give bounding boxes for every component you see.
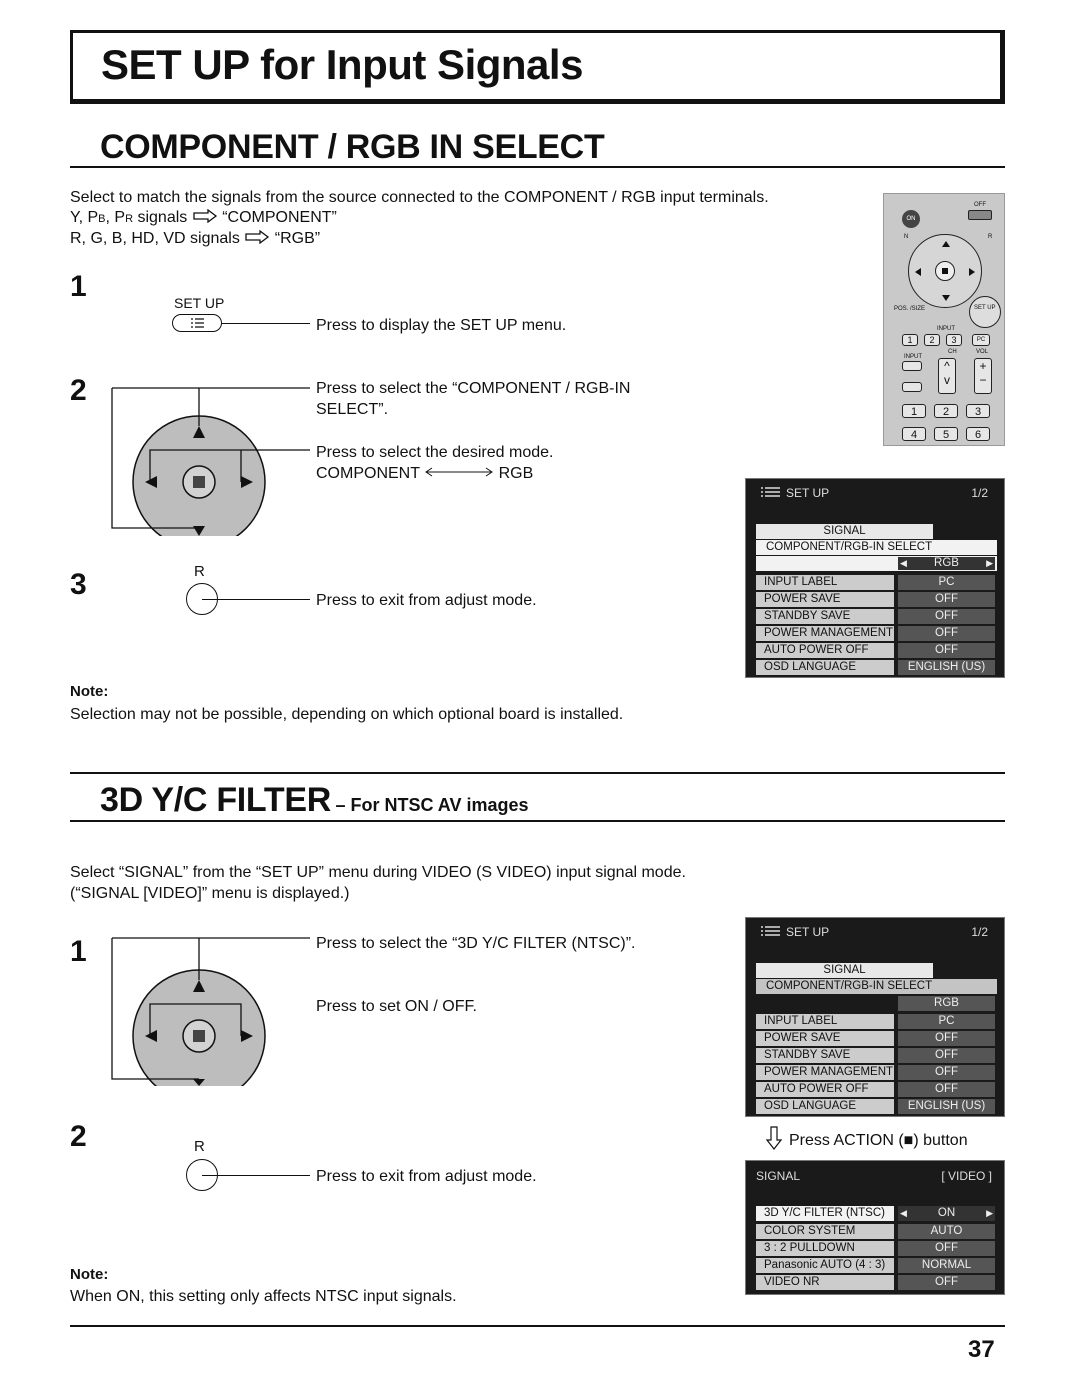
setup-menu-screen-2 — [745, 917, 1005, 1117]
menu-item-component-rgb[interactable]: COMPONENT/RGB-IN SELECT — [756, 979, 997, 994]
dpad-diagram-2[interactable] — [110, 936, 320, 1086]
dpad-diagram-1[interactable] — [110, 386, 320, 536]
s2-step2-number: 2 — [70, 1120, 87, 1153]
menu-icon — [173, 315, 221, 331]
remote-r-label: R — [988, 234, 993, 240]
signal-row-value — [898, 1206, 995, 1221]
signal-row[interactable] — [746, 1241, 1006, 1256]
remote-action-button[interactable] — [935, 261, 955, 281]
menu-row-label: STANDBY SAVE — [756, 609, 894, 624]
menu-row-label: POWER MANAGEMENT — [756, 1065, 894, 1080]
setup-menu-screen — [745, 478, 1005, 678]
remote-mute-button[interactable] — [902, 382, 922, 392]
s1-step2-number: 2 — [70, 374, 87, 407]
menu-row-label: INPUT LABEL — [756, 575, 894, 590]
section1-rule — [70, 166, 1005, 168]
setup-menu-title: SET UP — [786, 925, 830, 939]
menu-row[interactable] — [746, 1082, 1006, 1097]
remote-ch-button[interactable]: ^ v — [938, 358, 956, 394]
r-button-label: R — [194, 563, 205, 580]
s1-note-text: Selection may not be possible, depending on which optional board is installed. — [70, 706, 624, 723]
menu-icon — [760, 486, 782, 498]
ypbpr-result: “COMPONENT” — [222, 209, 337, 226]
remote-key-pc[interactable]: PC — [972, 334, 990, 346]
component-value[interactable]: RGB — [898, 996, 995, 1011]
remote-num-6[interactable]: 6 — [966, 427, 990, 441]
section1-intro: Select to match the signals from the source connected to the COMPONENT / RGB input terminals. — [70, 189, 769, 206]
remote-num-3[interactable]: 3 — [966, 404, 990, 418]
s1-note-label: Note: — [70, 683, 109, 700]
signal-row-selected[interactable] — [746, 1206, 1006, 1221]
signal-menu-title: SIGNAL — [756, 1169, 801, 1183]
remote-possize-label: POS. /SIZE — [894, 306, 926, 312]
ypbpr-prefix: Y, P — [70, 209, 99, 226]
menu-item-signal[interactable]: SIGNAL — [756, 963, 933, 978]
setup-menu-header — [746, 918, 1004, 944]
menu-row[interactable] — [746, 609, 1006, 624]
page-title-box — [70, 30, 1005, 104]
menu-row-value: PC — [898, 1014, 995, 1029]
left-arrow-icon: ◀ — [900, 558, 907, 568]
leader-line — [222, 323, 310, 324]
stop-icon — [942, 268, 948, 274]
menu-row-label: AUTO POWER OFF — [756, 1082, 894, 1097]
page-title: SET UP for Input Signals — [101, 41, 583, 88]
remote-control — [883, 193, 1005, 446]
remote-input-button[interactable] — [902, 361, 922, 371]
left-arrow-icon — [915, 268, 921, 276]
signal-row-value-text: ON — [937, 1207, 956, 1219]
s2-step2-text: Press to exit from adjust mode. — [316, 1168, 537, 1185]
mode-rgb: RGB — [498, 465, 534, 482]
component-value[interactable] — [898, 557, 995, 570]
s1-step2-text-a: Press to select the “COMPONENT / RGB-IN — [316, 380, 631, 397]
menu-row-value: OFF — [898, 1082, 995, 1097]
menu-row-label: POWER SAVE — [756, 1031, 894, 1046]
right-arrow-icon: ▶ — [986, 1208, 993, 1218]
remote-dpad[interactable] — [908, 234, 982, 308]
signal-row-value: OFF — [898, 1241, 995, 1256]
press-action-text: Press ACTION (■) button — [789, 1132, 968, 1149]
remote-off-label: OFF — [974, 202, 986, 208]
section2-top-rule — [70, 772, 1005, 774]
remote-vol-button[interactable]: + − — [974, 358, 992, 394]
up-arrow-icon — [942, 241, 950, 247]
menu-row-value: OFF — [898, 626, 995, 641]
menu-row-label: POWER MANAGEMENT — [756, 626, 894, 641]
mode-toggle-line — [316, 463, 533, 484]
s1-step3-number: 3 — [70, 568, 87, 601]
remote-num-5[interactable]: 5 — [934, 427, 958, 441]
down-arrow-icon — [942, 295, 950, 301]
section2-rule — [70, 820, 1005, 822]
menu-row[interactable] — [746, 575, 1006, 590]
rgb-result: “RGB” — [274, 230, 321, 247]
remote-input-label: INPUT — [937, 326, 955, 332]
s1-step2-text-c: Press to select the desired mode. — [316, 444, 554, 461]
footer-rule — [70, 1325, 1005, 1327]
remote-key-2[interactable]: 2 — [924, 334, 940, 346]
r-button-label-2: R — [194, 1138, 205, 1155]
remote-off-button[interactable] — [968, 210, 992, 220]
leader-line — [202, 1175, 310, 1176]
menu-row[interactable] — [746, 1014, 1006, 1029]
signal-row-value: OFF — [898, 1275, 995, 1290]
component-value-row — [756, 556, 997, 571]
section1-heading: COMPONENT / RGB IN SELECT — [100, 128, 605, 166]
signal-menu-mode: [ VIDEO ] — [941, 1169, 992, 1183]
remote-setup-button[interactable] — [969, 296, 1001, 328]
setup-menu-page: 1/2 — [971, 486, 988, 500]
right-arrow-icon: ▶ — [986, 558, 993, 568]
menu-row[interactable] — [746, 643, 1006, 658]
signal-row-label: Panasonic AUTO (4 : 3) — [756, 1258, 894, 1273]
mode-component: COMPONENT — [316, 465, 420, 482]
double-arrow-icon — [424, 467, 494, 477]
ypbpr-mid: , P — [105, 209, 126, 226]
left-arrow-icon: ◀ — [900, 1208, 907, 1218]
menu-row-label: OSD LANGUAGE — [756, 660, 894, 675]
right-arrow-icon — [969, 268, 975, 276]
menu-row-label: INPUT LABEL — [756, 1014, 894, 1029]
signal-row-label: COLOR SYSTEM — [756, 1224, 894, 1239]
menu-row[interactable] — [746, 1065, 1006, 1080]
menu-row-value: OFF — [898, 592, 995, 607]
menu-row-value: ENGLISH (US) — [898, 660, 995, 675]
menu-row-value: ENGLISH (US) — [898, 1099, 995, 1114]
arrow-right-icon — [244, 230, 270, 244]
menu-item-signal[interactable]: SIGNAL — [756, 524, 933, 539]
menu-row-value: OFF — [898, 1031, 995, 1046]
menu-row[interactable] — [746, 626, 1006, 641]
menu-item-component-rgb[interactable]: COMPONENT/RGB-IN SELECT — [756, 540, 997, 555]
s1-step3-text: Press to exit from adjust mode. — [316, 592, 537, 609]
signal-row-label: VIDEO NR — [756, 1275, 894, 1290]
ypbpr-line — [70, 207, 337, 230]
remote-num-2[interactable]: 2 — [934, 404, 958, 418]
s1-step1-number: 1 — [70, 270, 87, 303]
ypbpr-b: B — [98, 213, 106, 225]
setup-button-label: SET UP — [174, 295, 225, 311]
menu-icon — [760, 925, 782, 937]
menu-row-label: OSD LANGUAGE — [756, 1099, 894, 1114]
remote-num-1[interactable]: 1 — [902, 404, 926, 418]
menu-row[interactable] — [746, 1048, 1006, 1063]
menu-row-value: OFF — [898, 1048, 995, 1063]
remote-vol-label: VOL — [976, 349, 989, 355]
signal-row-value: NORMAL — [898, 1258, 995, 1273]
remote-input2-label: INPUT — [904, 354, 922, 360]
setup-menu-header — [746, 479, 1004, 505]
arrow-down-icon — [766, 1126, 782, 1150]
section2-heading: 3D Y/C FILTER — [100, 781, 331, 819]
section2-intro-b: (“SIGNAL [VIDEO]” menu is displayed.) — [70, 885, 350, 902]
remote-num-4[interactable]: 4 — [902, 427, 926, 441]
s2-step1-text-b: Press to set ON / OFF. — [316, 998, 477, 1015]
menu-row-value: OFF — [898, 643, 995, 658]
menu-row[interactable] — [746, 1099, 1006, 1114]
remote-key-1[interactable]: 1 — [902, 334, 918, 346]
menu-row[interactable] — [746, 592, 1006, 607]
ypbpr-suffix: signals — [133, 209, 188, 226]
arrow-right-icon — [192, 209, 218, 223]
signal-row[interactable] — [746, 1224, 1006, 1239]
setup-button[interactable] — [172, 314, 222, 332]
s2-step1-text: Press to select the “3D Y/C FILTER (NTSC)”. — [316, 935, 636, 952]
menu-row-value: OFF — [898, 609, 995, 624]
menu-row[interactable] — [746, 1031, 1006, 1046]
signal-menu-screen — [745, 1160, 1005, 1295]
component-value-text: RGB — [934, 557, 959, 569]
rgb-prefix: R, G, B, HD, VD signals — [70, 230, 240, 247]
remote-on-button[interactable]: ON — [902, 210, 920, 228]
signal-row[interactable] — [746, 1258, 1006, 1273]
signal-row-label: 3D Y/C FILTER (NTSC) — [756, 1206, 894, 1221]
menu-row-value: PC — [898, 575, 995, 590]
setup-menu-title: SET UP — [786, 486, 830, 500]
s1-step1-text: Press to display the SET UP menu. — [316, 317, 567, 334]
menu-row-label: STANDBY SAVE — [756, 1048, 894, 1063]
section2-heading-suffix: – For NTSC AV images — [335, 795, 529, 815]
signal-row-value: AUTO — [898, 1224, 995, 1239]
section2-heading-line — [100, 781, 528, 820]
rgb-line — [70, 228, 320, 249]
ypbpr-r: R — [125, 213, 134, 225]
menu-row-label: AUTO POWER OFF — [756, 643, 894, 658]
signal-row[interactable] — [746, 1275, 1006, 1290]
menu-row-label-empty — [756, 996, 894, 1011]
s2-note-label: Note: — [70, 1266, 109, 1283]
s2-note-text: When ON, this setting only affects NTSC input signals. — [70, 1288, 457, 1305]
leader-line — [202, 599, 310, 600]
s1-step2-text-b: SELECT”. — [316, 401, 389, 418]
setup-menu-page: 1/2 — [971, 925, 988, 939]
section2-intro-a: Select “SIGNAL” from the “SET UP” menu during VIDEO (S VIDEO) input signal mode. — [70, 864, 686, 881]
menu-row-value: OFF — [898, 1065, 995, 1080]
menu-row[interactable] — [746, 660, 1006, 675]
signal-menu-header — [746, 1161, 1004, 1187]
s2-step1-number: 1 — [70, 935, 87, 968]
signal-row-label: 3 : 2 PULLDOWN — [756, 1241, 894, 1256]
page-number: 37 — [968, 1336, 995, 1363]
remote-key-3[interactable]: 3 — [946, 334, 962, 346]
remote-setup-label: SET UP — [974, 305, 996, 311]
remote-n-label: N — [904, 234, 909, 240]
menu-row-label: POWER SAVE — [756, 592, 894, 607]
remote-ch-label: CH — [948, 349, 957, 355]
component-value-row — [746, 996, 1006, 1011]
